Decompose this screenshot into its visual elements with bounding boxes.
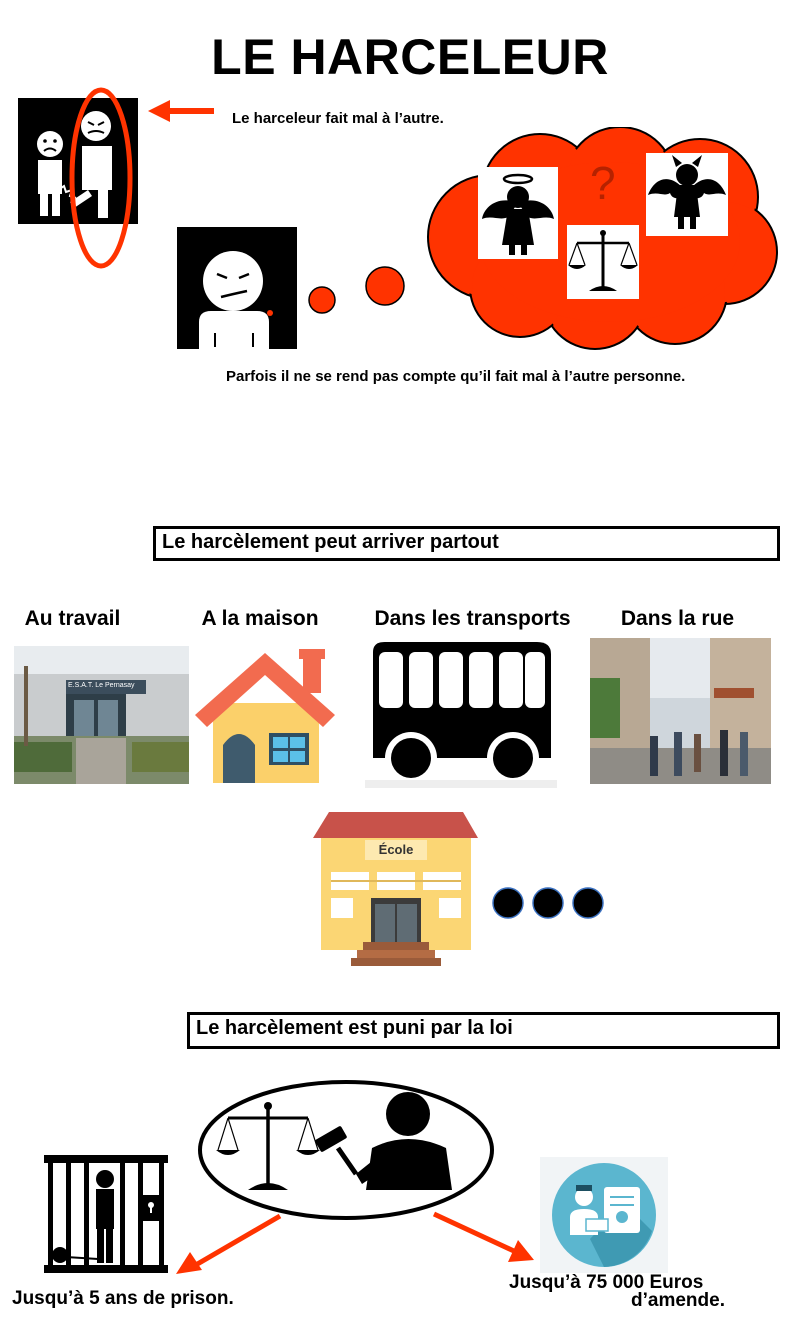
heading-everywhere: Le harcèlement peut arriver partout — [153, 526, 780, 561]
scales-of-justice-icon — [567, 225, 639, 299]
place-label-work: Au travail — [24, 607, 121, 630]
highlight-ellipse — [66, 84, 136, 272]
fine-penalty-line2: d’amende. — [631, 1290, 725, 1311]
house-icon — [193, 637, 338, 785]
place-label-transport: Dans les transports — [374, 607, 571, 630]
school-icon — [313, 812, 478, 967]
street-photo — [590, 638, 771, 784]
place-label-home: A la maison — [201, 607, 319, 630]
prison-icon — [44, 1155, 168, 1273]
red-arrow-down-right-icon — [428, 1206, 538, 1266]
svg-text:?: ? — [590, 157, 616, 209]
ellipsis-dots-icon — [490, 885, 606, 921]
fine-penalty-line1: Jusqu’à 75 000 Euros — [509, 1272, 704, 1293]
prison-penalty-text: Jusqu’à 5 ans de prison. — [12, 1288, 234, 1309]
thought-dot-medium — [363, 264, 407, 308]
heading-punished: Le harcèlement est puni par la loi — [187, 1012, 780, 1049]
caption-unaware: Parfois il ne se rend pas compte qu’il fait mal à l’autre personne. — [226, 368, 686, 385]
fine-icon — [540, 1157, 668, 1273]
justice-ellipse — [196, 1078, 496, 1222]
page-title: LE HARCELEUR — [211, 29, 609, 85]
bus-icon — [365, 640, 557, 788]
workplace-photo — [14, 646, 189, 784]
caption-hurts: Le harceleur fait mal à l’autre. — [232, 110, 444, 127]
school-sign: École — [378, 842, 414, 857]
devil-icon — [646, 153, 728, 236]
thought-dot-small — [307, 285, 337, 315]
thinking-harasser-pictogram — [177, 227, 297, 349]
place-label-street: Dans la rue — [620, 607, 735, 630]
angel-icon — [478, 167, 558, 259]
workplace-sign: E.S.A.T. Le Pernasay — [68, 682, 135, 689]
red-arrow-left-icon — [146, 98, 216, 124]
red-arrow-down-left-icon — [170, 1208, 290, 1278]
